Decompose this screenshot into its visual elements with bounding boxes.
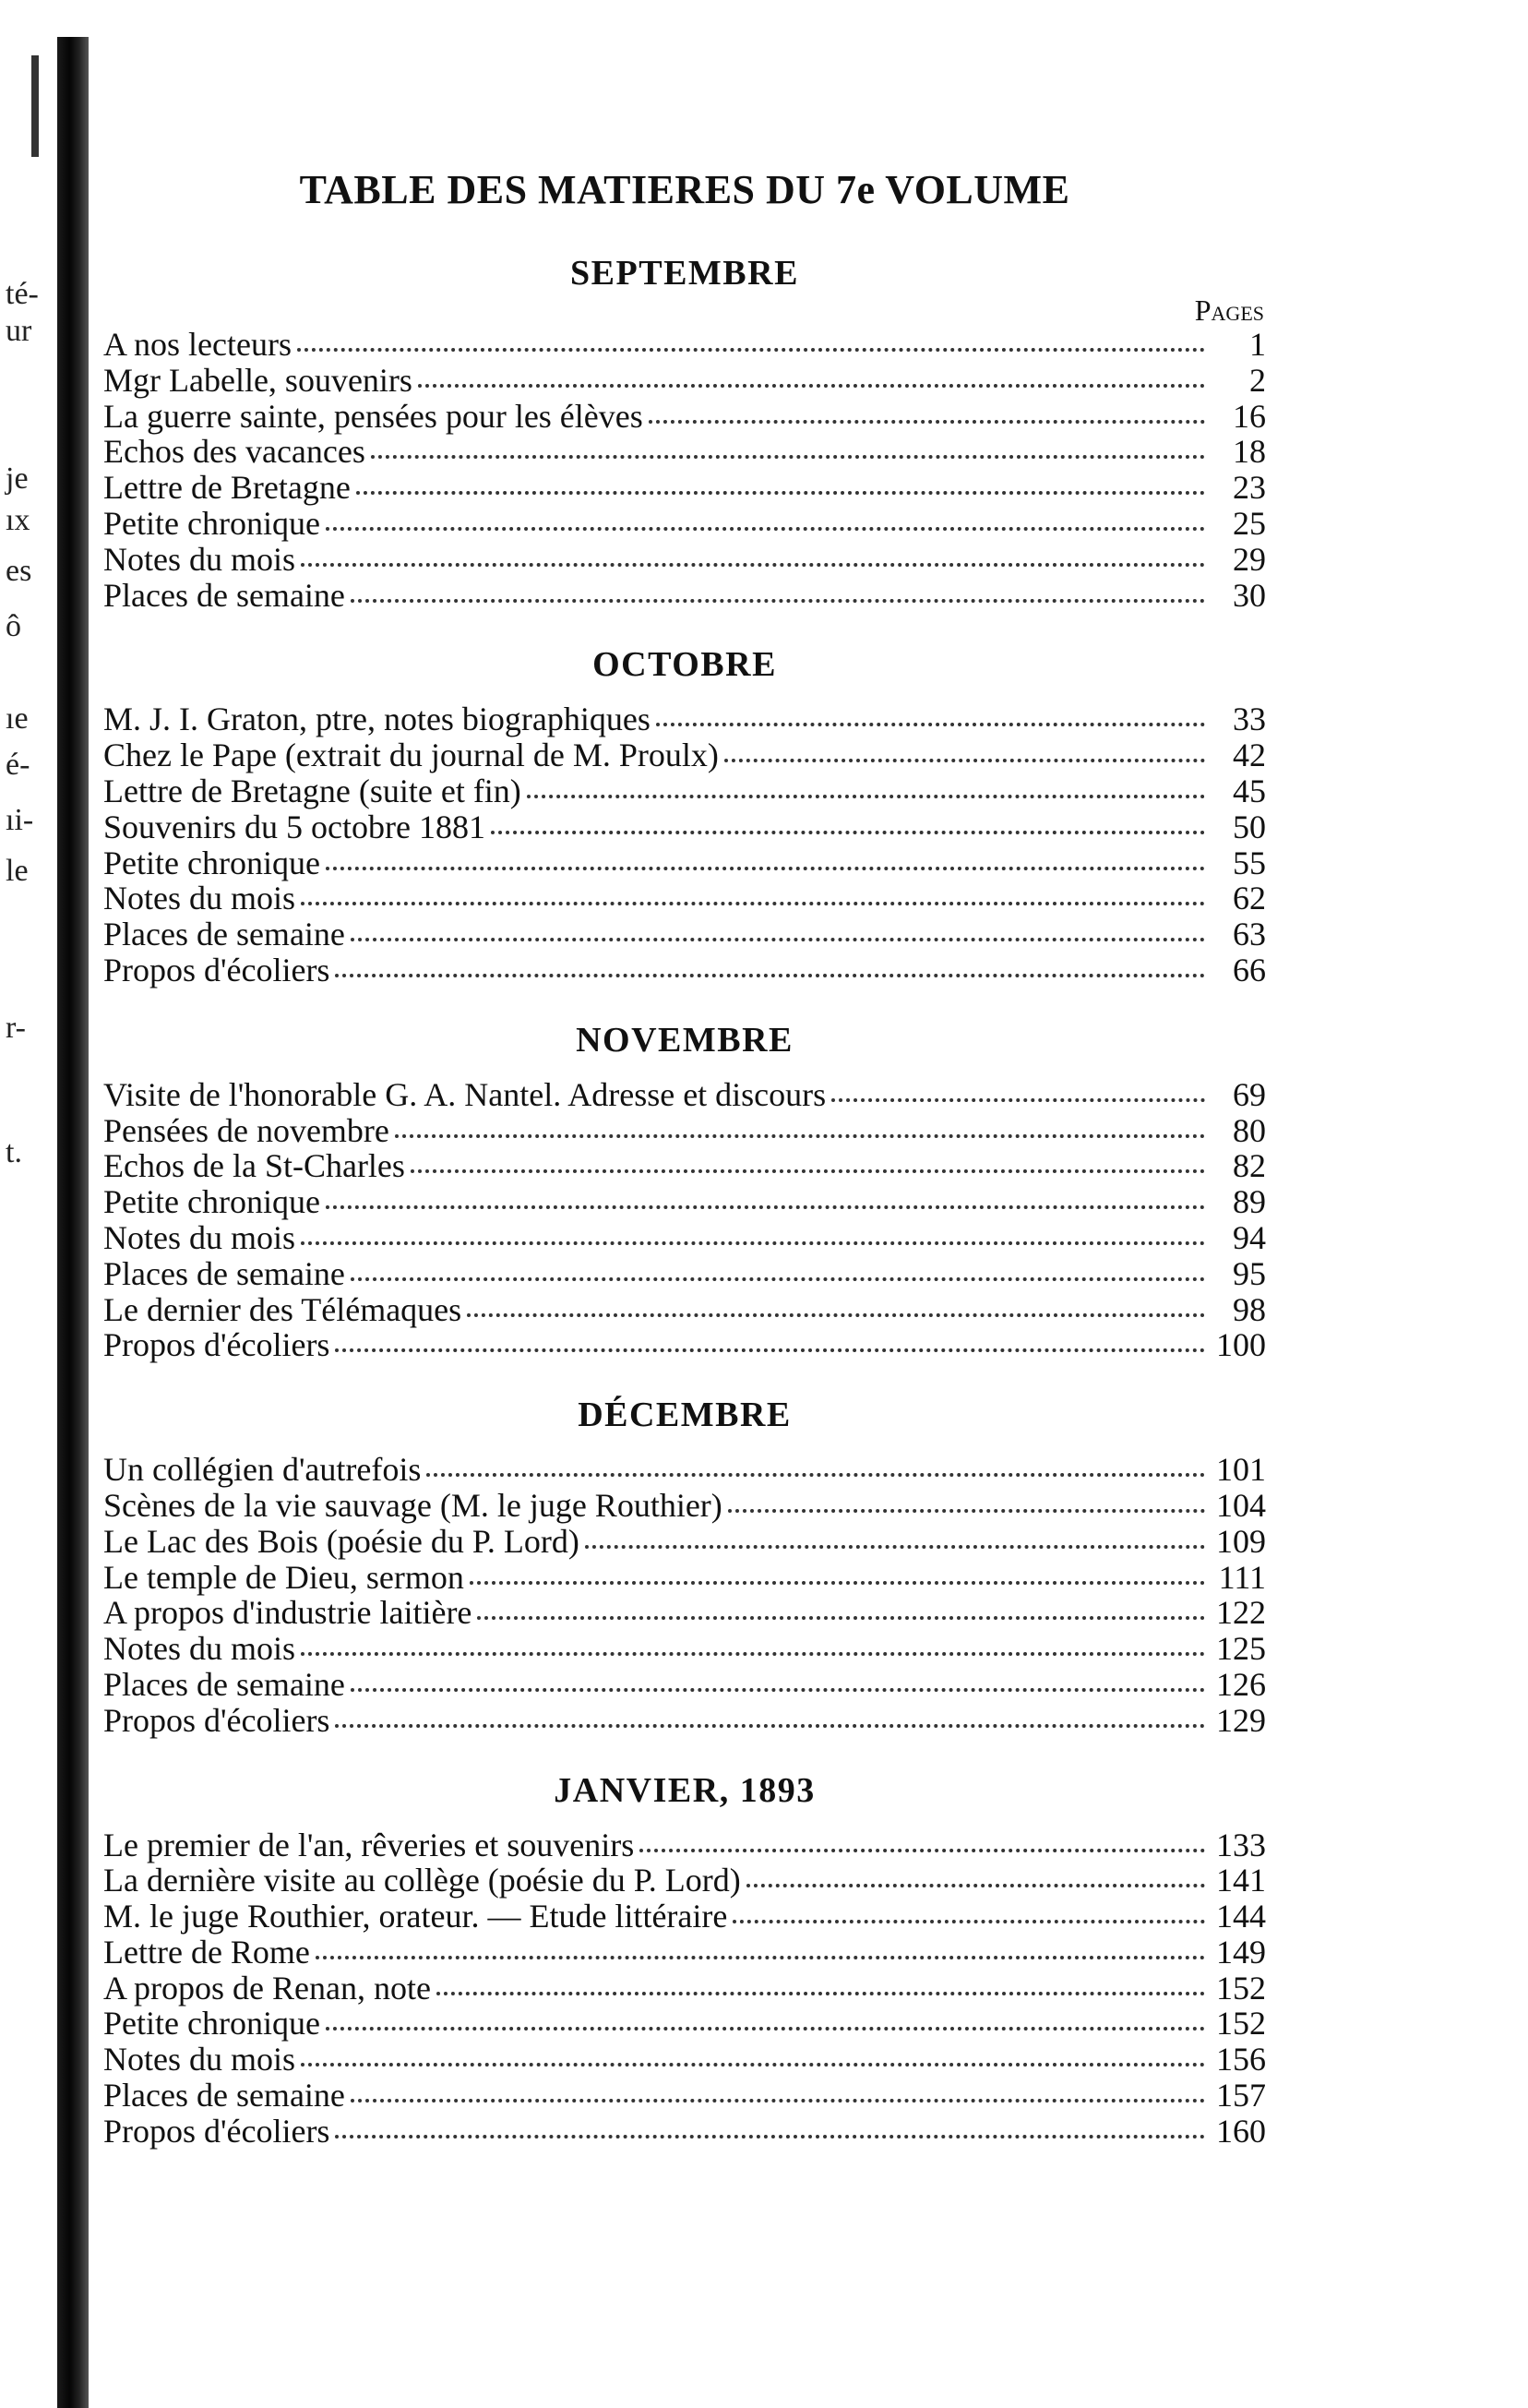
toc-entry-list [103, 1452, 1266, 1738]
entry-page: 89 [1233, 1183, 1266, 1221]
toc-entry-list [103, 327, 1266, 613]
entry-title: Propos d'écoliers [103, 1326, 330, 1364]
toc-entry [103, 1452, 1266, 1488]
entry-title: M. J. I. Graton, ptre, notes biographiques [103, 701, 651, 738]
entry-title: Notes du mois [103, 880, 296, 917]
toc-entry [103, 1292, 1266, 1328]
entry-title: Souvenirs du 5 octobre 1881 [103, 808, 485, 845]
entry-title: Lettre de Bretagne [103, 469, 351, 507]
entry-page: 129 [1216, 1701, 1266, 1739]
entry-page: 25 [1233, 504, 1266, 542]
pages-column-label: Pages [1194, 294, 1264, 327]
entry-title: Un collégien d'autrefois [103, 1451, 422, 1489]
entry-title: Le temple de Dieu, sermon [103, 1558, 464, 1596]
dot-leader [351, 938, 1205, 941]
month-heading: JANVIER, 1893 [554, 1770, 816, 1810]
toc-entry [103, 1560, 1266, 1596]
entry-title: Le Lac des Bois (poésie du P. Lord) [103, 1522, 579, 1560]
margin-fragment: té- [6, 277, 39, 311]
entry-page: 101 [1216, 1451, 1266, 1489]
toc-entry [103, 1256, 1266, 1292]
entry-page: 156 [1216, 2041, 1266, 2079]
dot-leader [746, 1884, 1205, 1887]
dot-leader [301, 1241, 1205, 1245]
entry-page: 141 [1216, 1862, 1266, 1899]
entry-page: 18 [1233, 433, 1266, 471]
toc-entry [103, 2114, 1266, 2150]
dot-leader [724, 759, 1205, 762]
entry-title: Petite chronique [103, 504, 320, 542]
toc-entry [103, 399, 1266, 435]
entry-title: A propos d'industrie laitière [103, 1594, 472, 1632]
entry-page: 82 [1233, 1147, 1266, 1185]
toc-entry [103, 578, 1266, 614]
dot-leader [335, 1724, 1205, 1728]
entry-title: Propos d'écoliers [103, 1701, 330, 1739]
entry-title: Petite chronique [103, 844, 320, 881]
toc-entry [103, 434, 1266, 470]
entry-title: Mgr Labelle, souvenirs [103, 361, 412, 399]
margin-fragment: ıi- [6, 803, 34, 837]
toc-entry-list [103, 1827, 1266, 2150]
entry-title: Echos de la St-Charles [103, 1147, 405, 1185]
toc-entry [103, 809, 1266, 845]
toc-entry [103, 363, 1266, 399]
entry-page: 16 [1233, 397, 1266, 435]
book-binding-shadow [57, 37, 89, 2408]
toc-entry [103, 506, 1266, 542]
toc-entry [103, 952, 1266, 988]
dot-leader [467, 1313, 1205, 1317]
toc-entry [103, 1184, 1266, 1220]
entry-page: 109 [1216, 1522, 1266, 1560]
dot-leader [316, 1956, 1205, 1959]
entry-page: 63 [1233, 916, 1266, 953]
toc-entry [103, 1899, 1266, 1935]
margin-fragment: é- [6, 748, 30, 782]
dot-leader [301, 902, 1205, 905]
entry-title: Places de semaine [103, 576, 345, 614]
entry-title: Notes du mois [103, 1630, 296, 1668]
entry-title: A propos de Renan, note [103, 1969, 431, 2007]
toc-entry [103, 916, 1266, 952]
entry-page: 95 [1233, 1254, 1266, 1292]
dot-leader [426, 1473, 1205, 1477]
dot-leader [639, 1849, 1205, 1852]
entry-title: Notes du mois [103, 1218, 296, 1256]
entry-title: Propos d'écoliers [103, 2112, 330, 2150]
dot-leader [470, 1581, 1205, 1585]
toc-section-septembre [103, 253, 1266, 613]
toc-entry [103, 701, 1266, 737]
toc-entry [103, 2006, 1266, 2042]
margin-fragment: ô [6, 609, 21, 643]
dot-leader [436, 1992, 1205, 1995]
entry-title: Le dernier des Télémaques [103, 1290, 462, 1328]
entry-title: Places de semaine [103, 2077, 345, 2114]
entry-page: 94 [1233, 1218, 1266, 1256]
entry-page: 1 [1249, 326, 1266, 363]
page-title: TABLE DES MATIERES DU 7e VOLUME [299, 167, 1070, 212]
dot-leader [351, 1277, 1205, 1281]
dot-leader [477, 1616, 1205, 1620]
entry-page: 133 [1216, 1826, 1266, 1863]
dot-leader [371, 455, 1205, 459]
dot-leader [326, 867, 1205, 870]
dot-leader [351, 1688, 1205, 1692]
entry-page: 104 [1216, 1486, 1266, 1524]
binding-edge-mark [31, 55, 39, 157]
toc-entry [103, 737, 1266, 773]
margin-fragment: ur [6, 314, 32, 348]
toc-entry [103, 470, 1266, 506]
month-heading: SEPTEMBRE [570, 254, 799, 293]
entry-page: 152 [1216, 2005, 1266, 2043]
toc-entry [103, 1703, 1266, 1739]
entry-page: 62 [1233, 880, 1266, 917]
toc-entry [103, 542, 1266, 578]
entry-title: La dernière visite au collège (poésie du P. Lord) [103, 1862, 741, 1899]
entry-page: 149 [1216, 1933, 1266, 1971]
toc-section-octobre [103, 644, 1266, 988]
entry-page: 122 [1216, 1594, 1266, 1632]
entry-page: 45 [1233, 772, 1266, 809]
toc-entry [103, 2042, 1266, 2078]
margin-fragment: je [6, 461, 29, 496]
entry-page: 42 [1233, 737, 1266, 774]
entry-title: M. le juge Routhier, orateur. — Etude littéraire [103, 1898, 728, 1935]
entry-page: 80 [1233, 1111, 1266, 1149]
dot-leader [831, 1098, 1205, 1102]
dot-leader [418, 384, 1205, 388]
month-heading: OCTOBRE [592, 645, 777, 685]
entry-title: Chez le Pape (extrait du journal de M. Proulx) [103, 737, 719, 774]
dot-leader [301, 563, 1205, 567]
dot-leader [297, 348, 1205, 352]
dot-leader [656, 723, 1205, 726]
entry-title: Notes du mois [103, 2041, 296, 2079]
entry-title: Le premier de l'an, rêveries et souvenirs [103, 1826, 635, 1863]
table-of-contents-page [103, 166, 1266, 2150]
toc-entry [103, 1827, 1266, 1863]
toc-entry [103, 327, 1266, 363]
toc-entry-list [103, 701, 1266, 988]
entry-title: Lettre de Bretagne (suite et fin) [103, 772, 521, 809]
entry-page: 50 [1233, 808, 1266, 845]
dot-leader [527, 795, 1205, 798]
entry-page: 33 [1233, 701, 1266, 738]
entry-title: Places de semaine [103, 916, 345, 953]
toc-entry [103, 2078, 1266, 2114]
toc-entry [103, 1971, 1266, 2007]
dot-leader [395, 1134, 1205, 1138]
entry-title: Notes du mois [103, 540, 296, 578]
dot-leader [301, 2063, 1205, 2067]
margin-fragment: ıx [6, 503, 30, 537]
toc-entry [103, 881, 1266, 916]
dot-leader [326, 1205, 1205, 1209]
toc-entry-list [103, 1077, 1266, 1363]
margin-fragment: ıe [6, 701, 29, 736]
toc-entry [103, 1113, 1266, 1149]
margin-fragment: r- [6, 1011, 26, 1045]
entry-page: 2 [1249, 361, 1266, 399]
entry-page: 152 [1216, 1969, 1266, 2007]
margin-fragment: t. [6, 1135, 22, 1169]
entry-title: Visite de l'honorable G. A. Nantel. Adresse et discours [103, 1075, 827, 1113]
entry-page: 160 [1216, 2112, 1266, 2150]
entry-page: 157 [1216, 2077, 1266, 2114]
entry-title: A nos lecteurs [103, 326, 292, 363]
entry-title: Places de semaine [103, 1254, 345, 1292]
entry-page: 111 [1218, 1558, 1266, 1596]
entry-page: 126 [1216, 1665, 1266, 1703]
toc-entry [103, 1488, 1266, 1524]
dot-leader [411, 1169, 1205, 1173]
entry-title: Places de semaine [103, 1665, 345, 1703]
dot-leader [351, 599, 1205, 603]
dot-leader [326, 527, 1205, 531]
dot-leader [326, 2027, 1205, 2031]
margin-fragment: es [6, 554, 32, 588]
dot-leader [356, 491, 1205, 495]
entry-page: 29 [1233, 540, 1266, 578]
toc-entry [103, 1327, 1266, 1363]
toc-entry [103, 845, 1266, 881]
toc-section-decembre [103, 1395, 1266, 1738]
dot-leader [351, 2099, 1205, 2103]
entry-title: Petite chronique [103, 1183, 320, 1221]
entry-page: 144 [1216, 1898, 1266, 1935]
toc-entry [103, 773, 1266, 809]
entry-page: 69 [1233, 1075, 1266, 1113]
entry-title: Scènes de la vie sauvage (M. le juge Routhier) [103, 1486, 722, 1524]
entry-page: 30 [1233, 576, 1266, 614]
dot-leader [301, 1652, 1205, 1656]
dot-leader [335, 2135, 1205, 2138]
toc-entry [103, 1667, 1266, 1703]
entry-page: 100 [1216, 1326, 1266, 1364]
toc-section-janvier [103, 1770, 1266, 2150]
entry-title: Petite chronique [103, 2005, 320, 2043]
dot-leader [585, 1545, 1205, 1549]
toc-entry [103, 1148, 1266, 1184]
toc-section-novembre [103, 1020, 1266, 1363]
toc-entry [103, 1935, 1266, 1971]
toc-entry [103, 1524, 1266, 1560]
margin-fragment: le [6, 854, 29, 888]
dot-leader [728, 1509, 1205, 1513]
month-heading: NOVEMBRE [576, 1020, 794, 1060]
entry-title: Lettre de Rome [103, 1933, 310, 1971]
dot-leader [733, 1920, 1205, 1923]
toc-entry [103, 1220, 1266, 1256]
dot-leader [335, 974, 1205, 977]
entry-page: 125 [1216, 1630, 1266, 1668]
toc-entry [103, 1077, 1266, 1113]
entry-title: Echos des vacances [103, 433, 365, 471]
entry-page: 23 [1233, 469, 1266, 507]
dot-leader [335, 1348, 1205, 1352]
dot-leader [491, 831, 1205, 834]
toc-entry [103, 1631, 1266, 1667]
entry-title: Pensées de novembre [103, 1111, 389, 1149]
toc-entry [103, 1595, 1266, 1631]
dot-leader [649, 420, 1205, 424]
toc-entry [103, 1863, 1266, 1899]
entry-title: La guerre sainte, pensées pour les élèves [103, 397, 643, 435]
entry-page: 55 [1233, 844, 1266, 881]
entry-title: Propos d'écoliers [103, 951, 330, 988]
entry-page: 66 [1233, 951, 1266, 988]
entry-page: 98 [1233, 1290, 1266, 1328]
month-heading: DÉCEMBRE [578, 1396, 792, 1435]
